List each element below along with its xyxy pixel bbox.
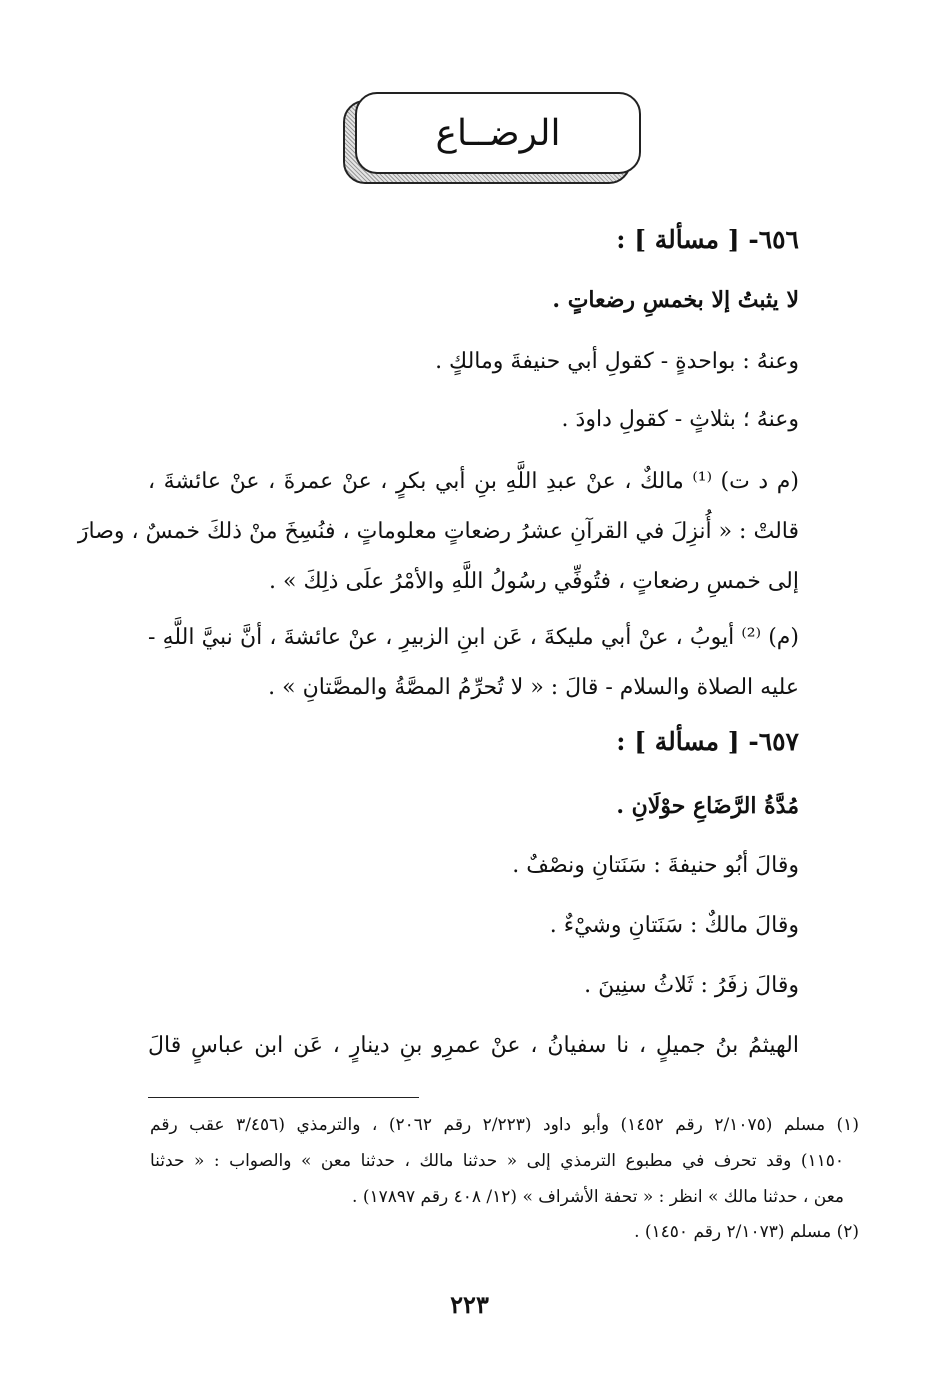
footnote-divider [148, 1097, 419, 1098]
chapter-title: الرضــاع [435, 112, 561, 154]
hadith-2-line-2: عليه الصلاة والسلام - قالَ : « لا تُحرِّمُ المصَّةُ والمصَّتانِ » . [268, 675, 799, 700]
issue-656-opinion-1: وعنهُ : بواحدةٍ - كقولِ أبي حنيفةَ ومالكٍ . [435, 349, 799, 374]
hadith-2-line-1: (م) ⁽²⁾ أيوبُ ، عنْ أبي مليكةَ ، عَن ابنِ الزبيرِ ، عنْ عائشةَ ، أنَّ نبيَّ اللَّهِ - [148, 625, 799, 650]
issue-656-heading: ٦٥٦- [ مسألة ] : [616, 225, 799, 254]
issue-657-opinion-2: وقالَ مالكٌ : سَنَتانِ وشيْءٌ . [549, 913, 799, 938]
page-number: ٢٢٣ [450, 1290, 489, 1319]
issue-657-opinion-3: وقالَ زفَرُ : ثَلاثُ سنِينَ . [584, 973, 799, 998]
hadith-1-line-3: إلى خمسِ رضعاتٍ ، فتُوفِّي رسُولُ اللَّهِ والأمْرُ علَى ذلِكَ » . [269, 569, 799, 594]
footnote-1-line-1: (١) مسلم (٢/١٠٧٥ رقم ١٤٥٢) وأبو داود (٢/٢٢٣ رقم ٢٠٦٢) ، والترمذي (٣/٤٥٦ عقب رقم [150, 1115, 859, 1135]
footnote-2: (٢) مسلم (٢/١٠٧٣ رقم ١٤٥٠) . [634, 1222, 859, 1242]
title-frame [355, 92, 641, 174]
hadith-1-line-1: (م د ت) ⁽¹⁾ مالكٌ ، عنْ عبدِ اللَّهِ بنِ أبي بكرٍ ، عنْ عمرةَ ، عنْ عائشةَ ، [148, 469, 799, 494]
chapter-title-box [343, 92, 643, 184]
issue-656-ruling: لا يثبتُ إلا بخمسِ رضعاتٍ . [552, 287, 799, 313]
issue-657-chain: الهيثمُ بنُ جميلٍ ، نا سفيانُ ، عنْ عمرِو بنِ دينارٍ ، عَن ابن عباسٍ قالَ [148, 1033, 799, 1058]
issue-657-heading: ٦٥٧- [ مسألة ] : [616, 727, 799, 756]
hadith-1-line-2: قالتْ : « أُنزِلَ في القرآنِ عشرُ رضعاتٍ معلوماتٍ ، فنُسِخَ منْ ذلكَ خمسٌ ، وصارَ [77, 519, 799, 544]
issue-656-opinion-2: وعنهُ ؛ بثلاثٍ - كقولِ داودَ . [561, 407, 799, 432]
issue-657-ruling: مُدَّةُ الرَّضَاعِ حوْلَانِ . [616, 793, 799, 819]
footnote-1-line-3: معن ، حدثنا مالك » انظر : « تحفة الأشراف » (١٢/ ٤٠٨ رقم ١٧٨٩٧) . [352, 1187, 844, 1207]
issue-657-opinion-1: وقالَ أبُو حنيفةَ : سَنَتانِ ونصْفٌ . [512, 853, 799, 878]
footnote-1-line-2: ١١٥٠) وقد تحرف في مطبوع الترمذي إلى « حدثنا مالك ، حدثنا معن » والصواب : « حدثنا [150, 1151, 844, 1171]
